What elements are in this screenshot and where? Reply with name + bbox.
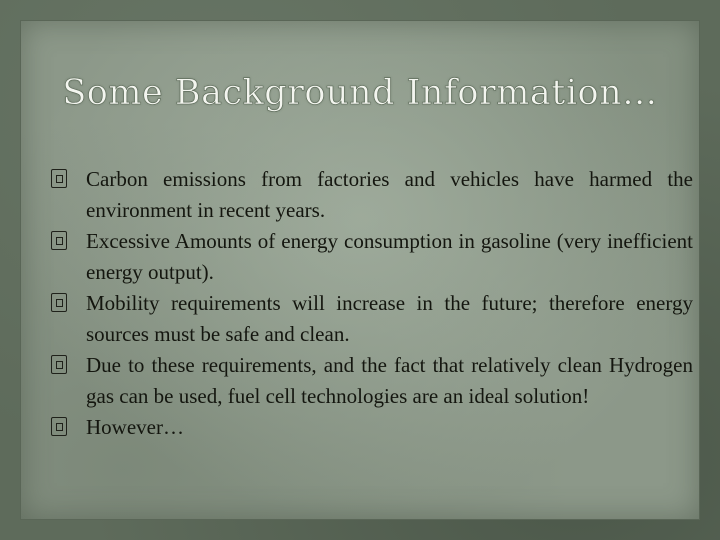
bullet-text: Carbon emissions from factories and vehicles have harmed the environment in recent years. xyxy=(86,167,693,222)
bullet-item xyxy=(51,350,693,412)
square-bullet-icon xyxy=(51,293,67,312)
slide-panel xyxy=(20,20,700,520)
slide-title: Some Background Information… xyxy=(62,73,658,113)
bullet-text: Excessive Amounts of energy consumption in gasoline (very inefficient energy output). xyxy=(86,229,693,284)
bullet-text: Due to these requirements, and the fact that relatively clean Hydrogen gas can be used, fuel cell technologies are an ideal solution! xyxy=(86,353,693,408)
square-bullet-icon xyxy=(51,355,67,374)
bullet-item xyxy=(51,226,693,288)
bullet-item xyxy=(51,412,693,443)
square-bullet-icon xyxy=(51,169,67,188)
bullet-text: However… xyxy=(86,415,184,439)
bullet-item xyxy=(51,164,693,226)
square-bullet-icon xyxy=(51,231,67,250)
bullet-text: Mobility requirements will increase in the future; therefore energy sources must be safe and clean. xyxy=(86,291,693,346)
bullet-item xyxy=(51,288,693,350)
square-bullet-icon xyxy=(51,417,67,436)
bullet-list xyxy=(51,164,693,443)
